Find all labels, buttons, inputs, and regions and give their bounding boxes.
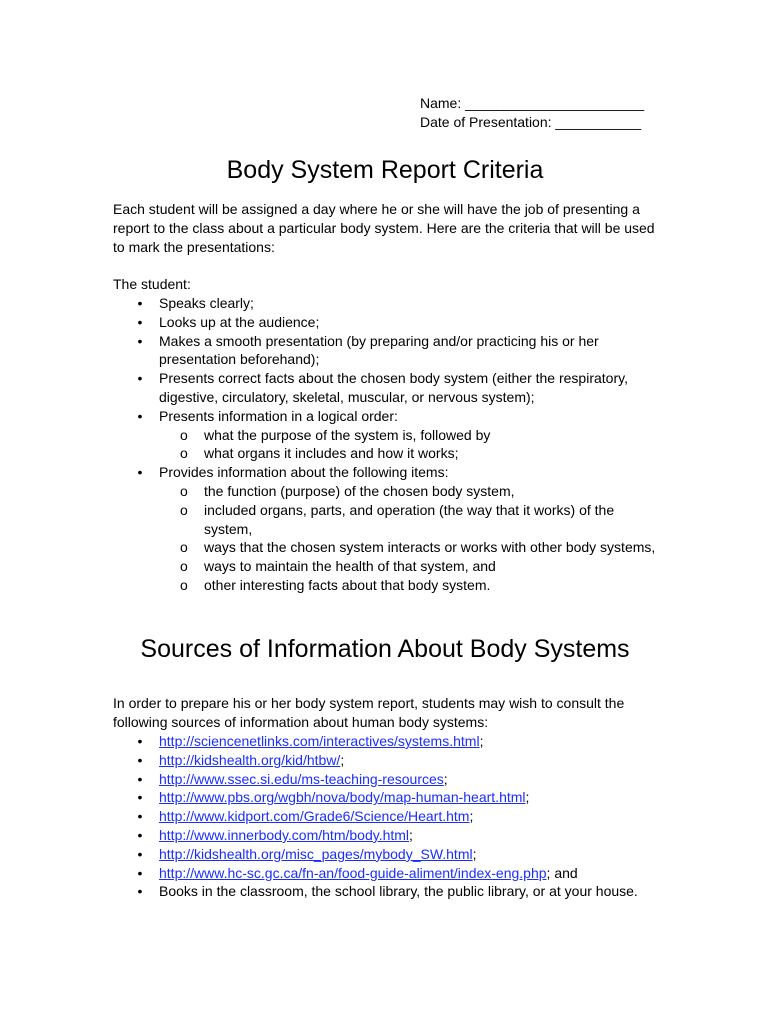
bullet-marker: • [137, 883, 143, 900]
source-suffix: ; [409, 826, 413, 843]
sub-criteria-list [159, 426, 661, 464]
intro-paragraph: Each student will be assigned a day where he or she will have the job of presenting a report to the class about a particular body system. Here are the criteria that will be used to mark the presentations: [113, 201, 655, 255]
source-suffix: ; [472, 845, 477, 862]
bullet-marker: • [137, 826, 143, 843]
sub-criteria-text: what organs it includes and how it works; [204, 445, 459, 462]
date-of-presentation-field[interactable]: Date of Presentation: ___________ [420, 114, 642, 130]
bullet-marker: • [137, 808, 143, 825]
bullet-marker: • [137, 313, 143, 330]
header-fields [420, 94, 644, 132]
criteria-list [113, 294, 661, 595]
source-suffix: ; and [546, 864, 578, 881]
sub-bullet-marker: o [180, 445, 188, 462]
sub-criteria-text: the function (purpose) of the chosen body system, [204, 482, 515, 499]
criteria-item [113, 369, 661, 407]
criteria-item [113, 332, 661, 370]
sources-list [113, 732, 661, 901]
sub-bullet-marker: o [180, 501, 188, 518]
sub-criteria-item [113, 426, 661, 445]
source-item [113, 751, 661, 770]
sub-criteria-item [113, 444, 661, 463]
sub-criteria-item [113, 501, 661, 539]
bullet-marker: • [137, 464, 143, 481]
source-link[interactable]: http://kidshealth.org/kid/htbw/ [159, 751, 341, 768]
criteria-item [113, 407, 661, 463]
sub-criteria-item [113, 538, 661, 557]
sources-title: Sources of Information About Body Systems [140, 635, 630, 663]
bullet-marker: • [137, 864, 143, 881]
sub-criteria-list [159, 482, 661, 595]
criteria-item [113, 294, 661, 313]
source-link[interactable]: http://www.pbs.org/wgbh/nova/body/map-human-heart.html [159, 789, 526, 806]
criteria-text: Provides information about the following items: [159, 464, 449, 481]
bullet-marker: • [137, 733, 143, 749]
sub-bullet-marker: o [180, 539, 188, 556]
sub-bullet-marker: o [180, 576, 188, 593]
source-link[interactable]: http://www.innerbody.com/htm/body.html [159, 826, 410, 843]
sub-bullet-marker: o [180, 426, 188, 443]
bullet-marker: • [137, 295, 143, 311]
sub-bullet-marker: o [180, 558, 188, 575]
bullet-marker: • [137, 332, 143, 349]
source-item [113, 732, 661, 751]
sources-intro-paragraph: In order to prepare his or her body system report, students may wish to consult the following sources of information about human body systems: [113, 695, 625, 730]
source-link[interactable]: http://www.ssec.si.edu/ms-teaching-resources [159, 770, 444, 787]
source-suffix: ; [443, 770, 448, 787]
criteria-text: Presents correct facts about the chosen body system (either the respiratory, digestive, circulatory, skeletal, muscular, or nervous system); [159, 370, 628, 405]
source-suffix: ; [340, 751, 345, 768]
sub-criteria-text: ways that the chosen system interacts or works with other body systems, [204, 539, 656, 556]
bullet-marker: • [137, 370, 143, 387]
sub-bullet-marker: o [180, 482, 188, 499]
source-suffix: ; [479, 733, 484, 749]
source-item [113, 864, 661, 883]
sub-criteria-item [113, 482, 661, 501]
bullet-marker: • [137, 407, 143, 424]
name-field[interactable]: Name: _______________________ [420, 95, 645, 111]
bullet-marker: • [137, 789, 143, 806]
criteria-text: Looks up at the audience; [159, 313, 320, 330]
bullet-marker: • [137, 845, 143, 862]
source-link[interactable]: http://www.hc-sc.gc.ca/fn-an/food-guide-aliment/index-eng.php [159, 864, 547, 881]
sub-criteria-text: other interesting facts about that body system. [204, 576, 491, 593]
bullet-marker: • [137, 751, 143, 768]
sub-criteria-text: ways to maintain the health of that system, and [204, 558, 496, 575]
sub-criteria-text: what the purpose of the system is, followed by [204, 426, 491, 443]
source-link[interactable]: http://kidshealth.org/misc_pages/mybody_SW.html [159, 845, 473, 862]
sub-criteria-text: included organs, parts, and operation (the way that it works) of the system, [204, 501, 615, 537]
source-item [113, 826, 661, 845]
source-item [113, 770, 661, 789]
source-suffix: Books in the classroom, the school library, the public library, or at your house. [159, 883, 638, 900]
source-link[interactable]: http://www.kidport.com/Grade6/Science/Heart.htm [159, 808, 470, 825]
page-title: Body System Report Criteria [226, 156, 544, 184]
student-label: The student: [113, 276, 191, 292]
source-item [113, 807, 661, 826]
sub-criteria-item [113, 557, 661, 576]
source-link[interactable]: http://sciencenetlinks.com/interactives/systems.html [159, 733, 480, 749]
bullet-marker: • [137, 770, 143, 787]
source-suffix: ; [525, 789, 530, 806]
criteria-text: Makes a smooth presentation (by preparing and/or practicing his or her presentation beforehand); [159, 332, 599, 368]
source-suffix: ; [469, 808, 474, 825]
source-item [113, 845, 661, 864]
source-item [113, 882, 661, 901]
criteria-item [113, 463, 661, 595]
criteria-text: Speaks clearly; [159, 295, 254, 311]
criteria-text: Presents information in a logical order: [159, 407, 398, 424]
source-item [113, 788, 661, 807]
sub-criteria-item [113, 576, 661, 595]
criteria-item [113, 313, 661, 332]
